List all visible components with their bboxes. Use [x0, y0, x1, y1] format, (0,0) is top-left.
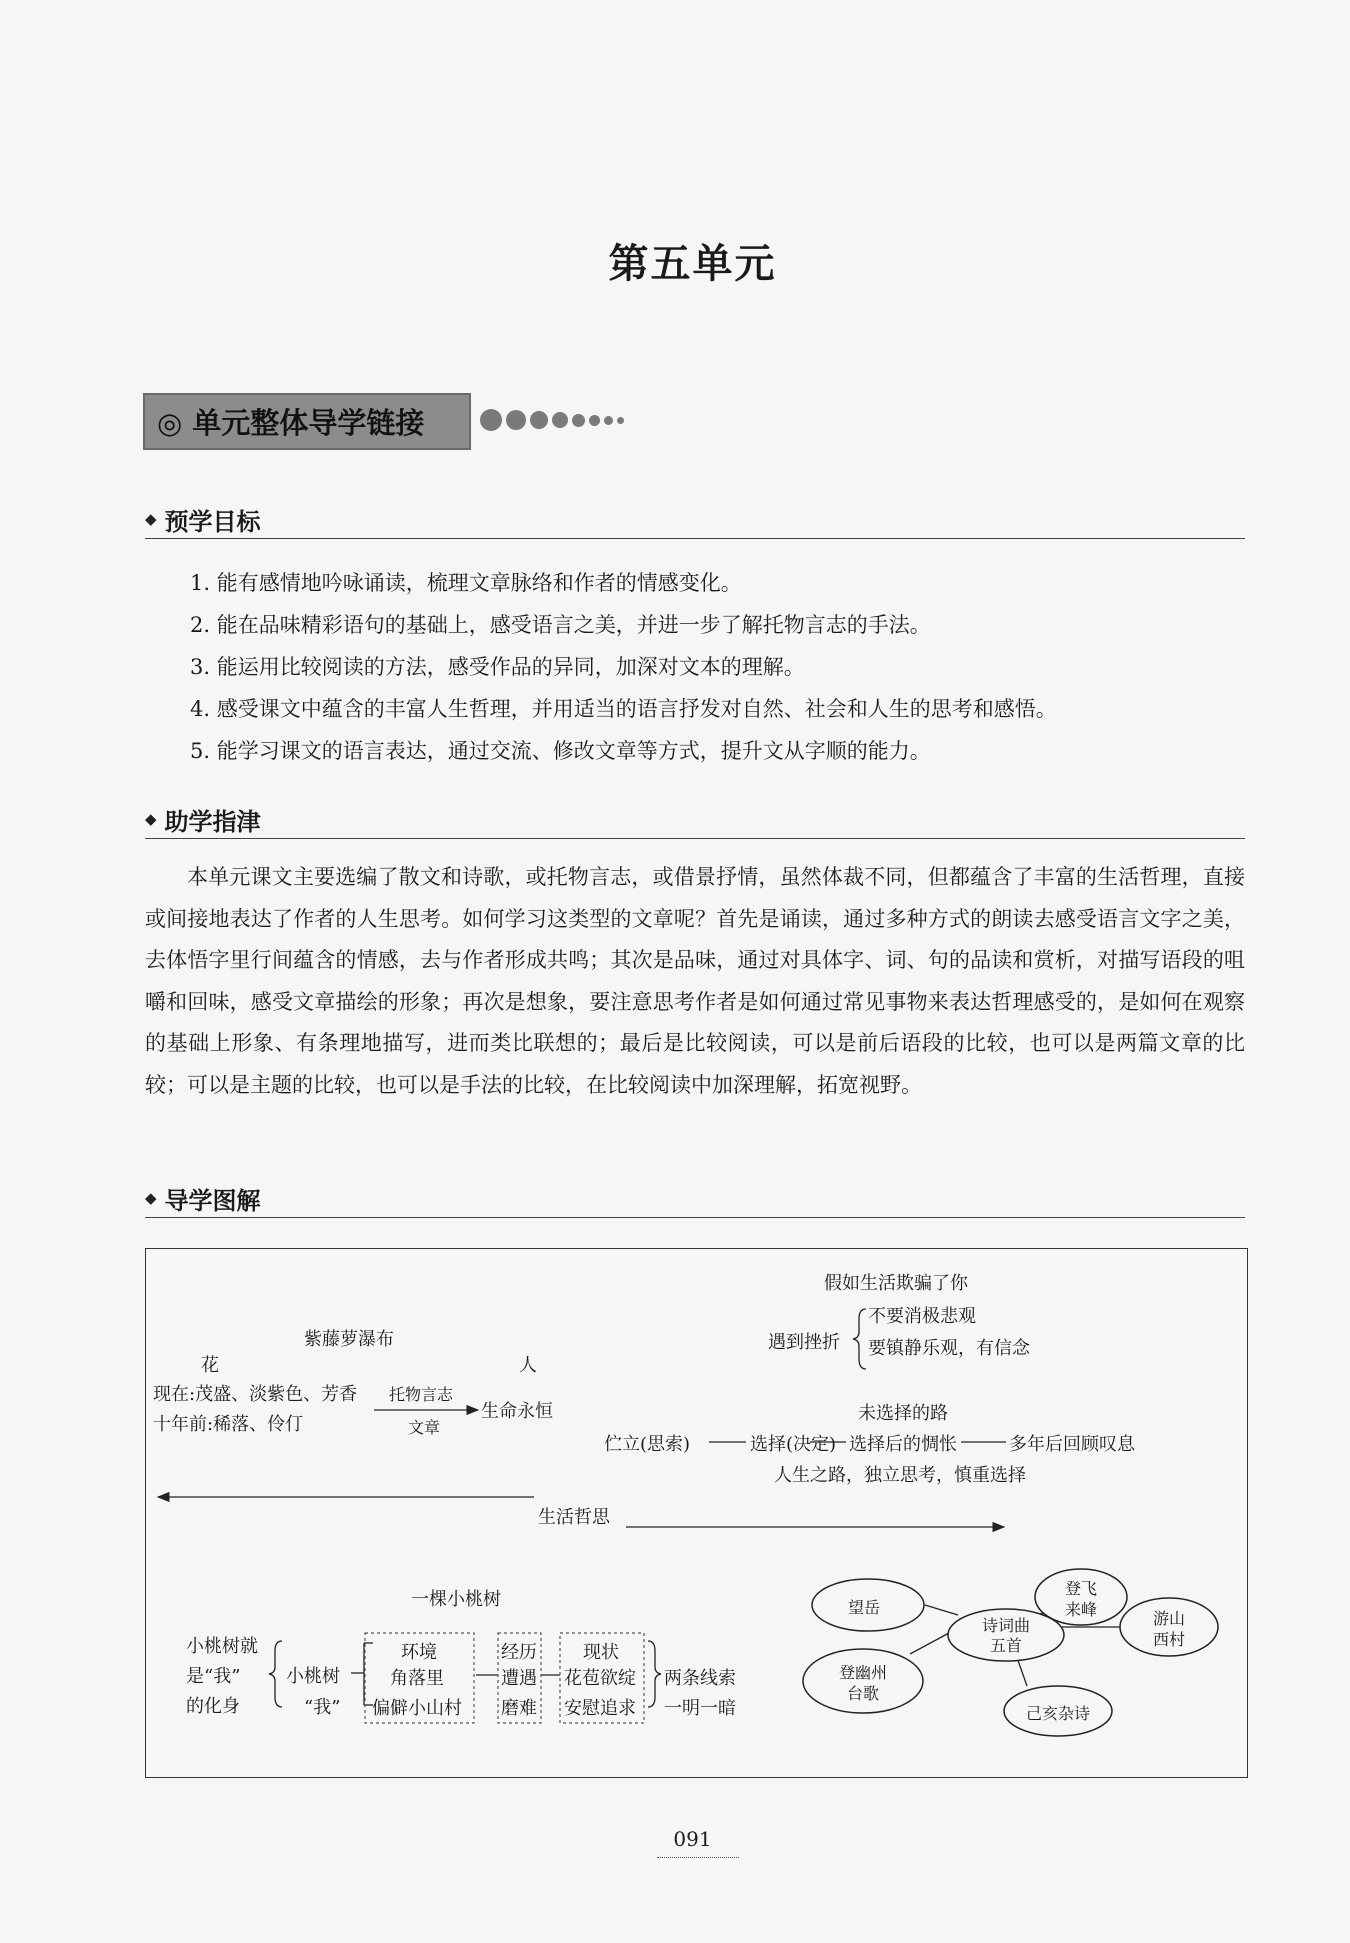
tree-lines-1: 两条线索: [664, 1668, 736, 1689]
list-item: 1. 能有感情地吟咏诵读，梳理文章脉络和作者的情感变化。: [190, 571, 742, 595]
guide-paragraph: 本单元课文主要选编了散文和诗歌，或托物言志，或借景抒情，虽然体裁不同，但都蕴含了丰富的生活哲理，直接或间接地表达了作者的人生思考。如何学习这类型的文章呢？首先是诵读，通过多种方式的朗读去感受语言文字之美，去体悟字里行间蕴含的情感，去与作者形成共鸣；其次是品味，通过对具体字、词、句的品读和赏析，对描写语段的咀嚼和回味，感受文章描绘的形象；再次是想象，要注意思考作者是如何通过常见事物来表达哲理感受的，是如何在观察的基础上形象、有条理地描写，进而类比联想的；最后是比较阅读，可以是前后语段的比较，也可以是两篇文章的比较；可以是主题的比较，也可以是手法的比较，在比较阅读中加深理解，拓宽视野。: [145, 865, 1245, 1097]
tree-tree: 小桃树: [286, 1666, 340, 1687]
tree-me: “我”: [304, 1697, 341, 1718]
road-step-2: 选择(决定): [750, 1434, 837, 1455]
life-title: 假如生活欺骗了你: [824, 1273, 968, 1294]
diamond-icon: ◆: [145, 810, 157, 828]
road-title: 未选择的路: [858, 1403, 948, 1424]
poem-youzhou-2: 台歌: [847, 1684, 880, 1703]
poem-youshan-2: 西村: [1153, 1630, 1186, 1649]
tree-exp-me: 磨难: [501, 1698, 537, 1719]
banner-dots: [480, 407, 624, 433]
goals-list: [190, 562, 1057, 772]
tree-left-3: 的化身: [186, 1696, 240, 1717]
tree-left-2: 是“我”: [186, 1666, 241, 1687]
wisteria-method: 托物言志: [389, 1385, 454, 1404]
page-title: 第五单元: [608, 240, 777, 287]
tree-state-tree: 花苞欲绽: [564, 1668, 636, 1689]
poems-center-2: 五首: [990, 1636, 1023, 1655]
banner-label: ◎ 单元整体导学链接: [157, 406, 425, 440]
tree-state-me: 安慰追求: [564, 1698, 636, 1719]
wisteria-past: 十年前:稀落、伶仃: [153, 1414, 304, 1435]
tree-env-tree: 角落里: [390, 1668, 444, 1689]
tree-env-me: 偏僻小山村: [372, 1698, 462, 1719]
wisteria-flower: 花: [201, 1355, 219, 1376]
study-diagram: [145, 1248, 1248, 1778]
road-summary: 人生之路，独立思考，慎重选择: [774, 1465, 1026, 1486]
tree-header-state: 现状: [583, 1642, 619, 1663]
diagram-center: 生活哲思: [538, 1507, 610, 1528]
section-label: 预学目标: [164, 507, 261, 536]
road-step-1: 伫立(思索): [604, 1434, 691, 1455]
diamond-icon: ◆: [145, 510, 157, 528]
list-item: 2. 能在品味精彩语句的基础上，感受语言之美，并进一步了解托物言志的手法。: [190, 613, 931, 637]
tree-title: 一棵小桃树: [411, 1589, 501, 1610]
wisteria-text: 文章: [408, 1418, 441, 1437]
life-point-1: 不要消极悲观: [868, 1306, 976, 1327]
tree-exp-tree: 遭遇: [501, 1668, 537, 1689]
list-item: 5. 能学习课文的语言表达，通过交流、修改文章等方式，提升文从字顺的能力。: [190, 739, 931, 763]
road-step-3: 选择后的惆怅: [849, 1434, 957, 1455]
section-label: 助学指津: [164, 807, 261, 836]
tree-header-env: 环境: [401, 1642, 437, 1663]
wisteria-person: 人: [519, 1355, 537, 1376]
life-setback: 遇到挫折: [768, 1332, 840, 1353]
road-step-4: 多年后回顾叹息: [1009, 1434, 1135, 1455]
wisteria-result: 生命永恒: [481, 1401, 553, 1422]
section-label: 导学图解: [164, 1186, 261, 1215]
list-item: 4. 感受课文中蕴含的丰富人生哲理，并用适当的语言抒发对自然、社会和人生的思考和感悟。: [190, 697, 1057, 721]
poem-wangyue: 望岳: [848, 1598, 881, 1617]
wisteria-now: 现在:茂盛、淡紫色、芳香: [153, 1384, 358, 1405]
poem-jihai: 己亥杂诗: [1026, 1704, 1091, 1723]
page-number: 091: [673, 1827, 712, 1851]
tree-lines-2: 一明一暗: [664, 1698, 736, 1719]
page-number-rule: [657, 1857, 739, 1858]
list-item: 3. 能运用比较阅读的方法，感受作品的异同，加深对文本的理解。: [190, 655, 805, 679]
section-heading-goals: [145, 500, 1245, 539]
life-point-2: 要镇静乐观，有信念: [868, 1338, 1030, 1359]
poem-youzhou-1: 登幽州: [839, 1663, 888, 1682]
section-heading-diagram: [145, 1179, 1245, 1218]
section-heading-guide: [145, 800, 1245, 839]
poem-youshan-1: 游山: [1153, 1609, 1186, 1628]
tree-left-1: 小桃树就: [186, 1636, 258, 1657]
poem-dengfei-2: 来峰: [1065, 1600, 1098, 1619]
diamond-icon: ◆: [145, 1189, 157, 1207]
wisteria-title: 紫藤萝瀑布: [304, 1329, 394, 1350]
poem-dengfei-1: 登飞: [1065, 1579, 1098, 1598]
section-banner: [143, 393, 471, 450]
tree-header-exp: 经历: [501, 1642, 537, 1663]
poems-center-1: 诗词曲: [982, 1616, 1031, 1635]
